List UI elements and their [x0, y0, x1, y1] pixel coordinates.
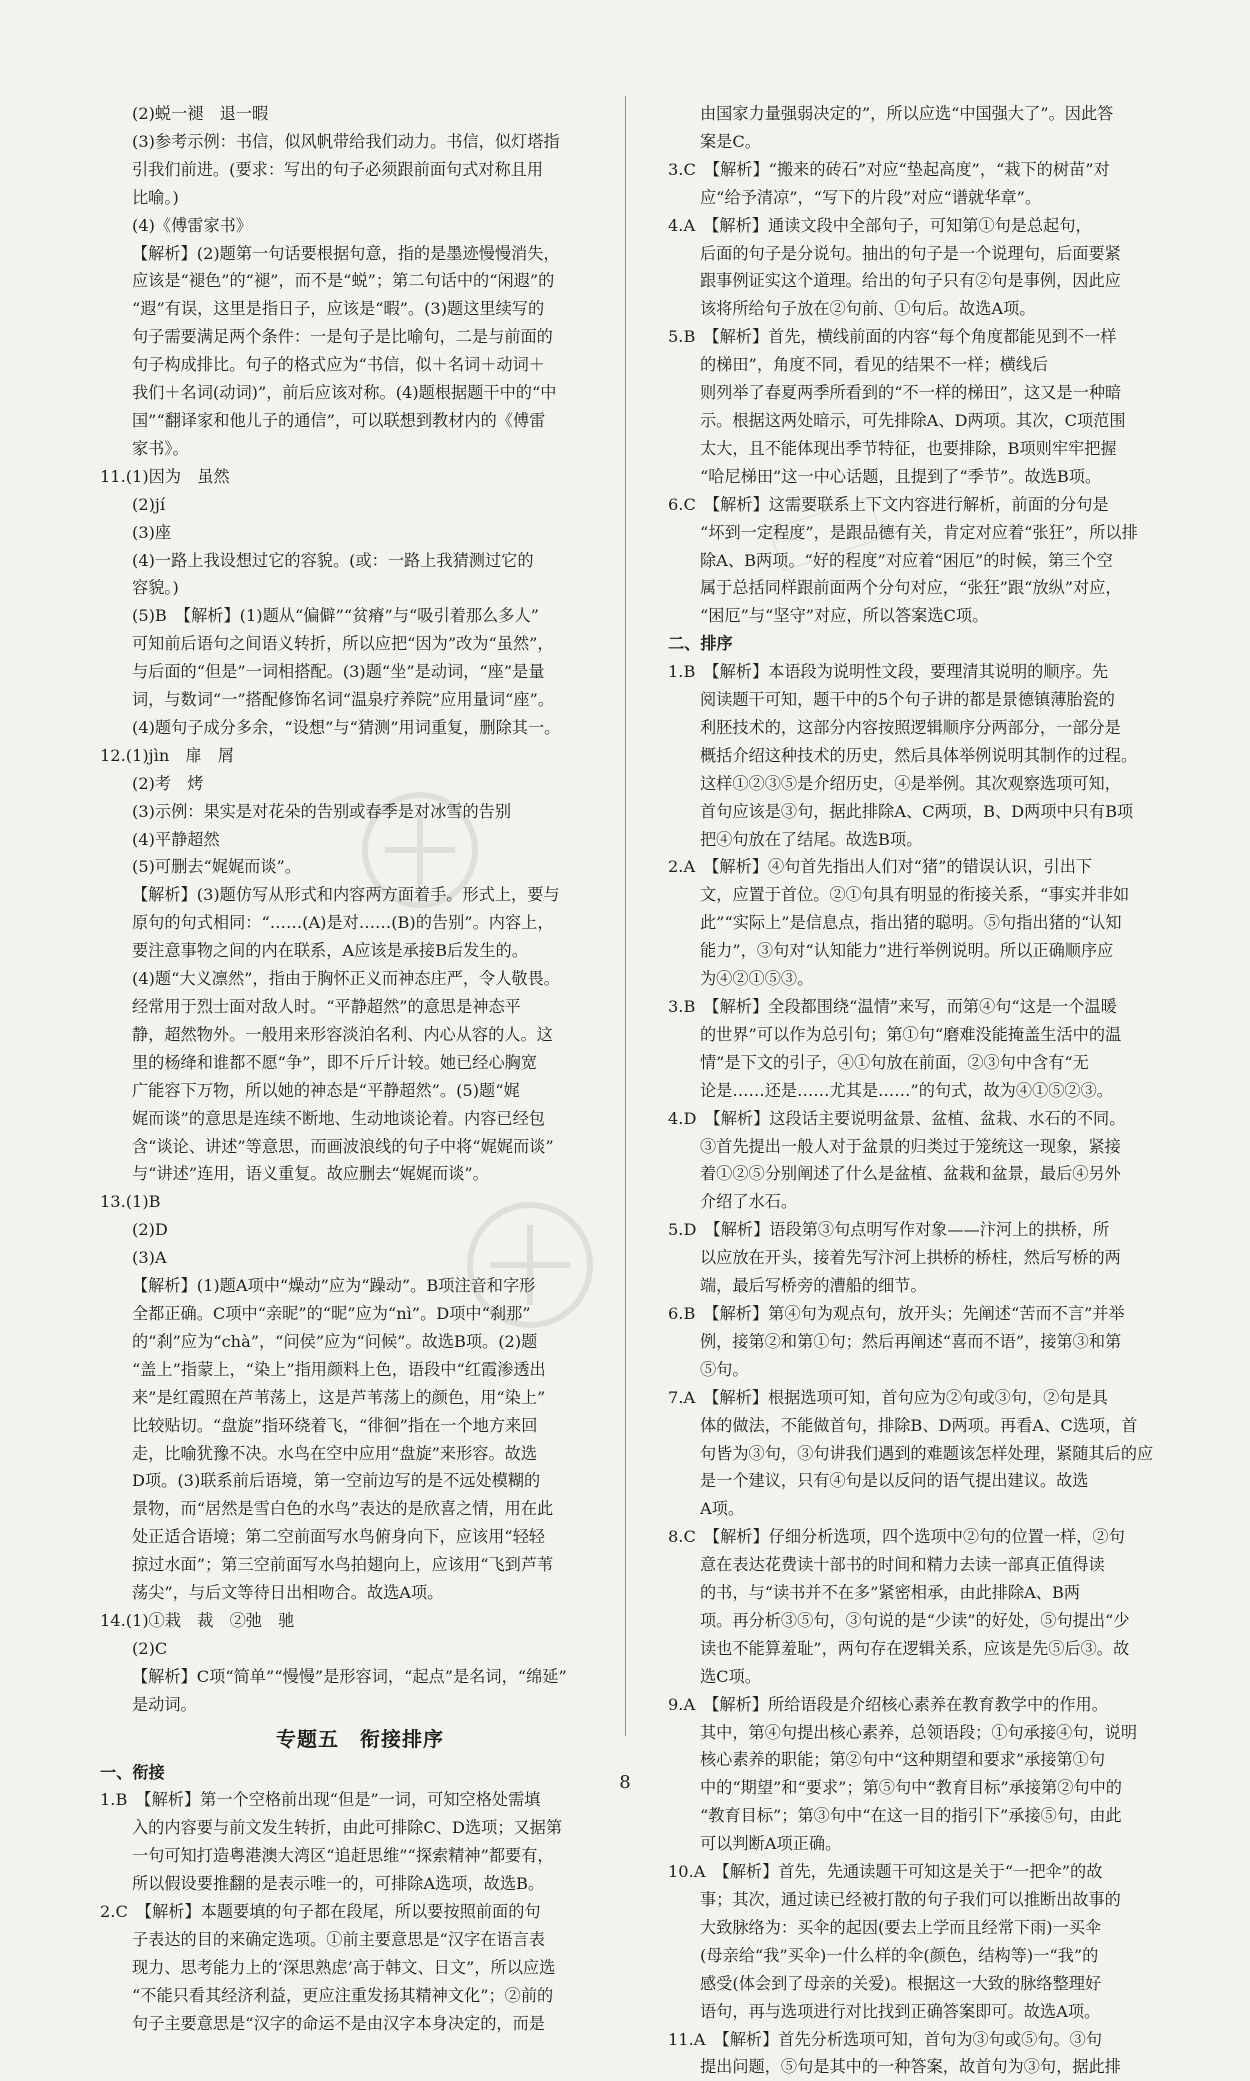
text-line: 容貌。) — [132, 578, 179, 598]
text-line: 掠过水面”；第三空前面写水鸟拍翅向上，应该用“飞到芦苇 — [132, 1555, 554, 1575]
text-line: 家书》。 — [132, 438, 189, 458]
text-line: 12.(1)jìn 扉 屑 — [100, 745, 235, 765]
text-line: 首句应该是③句，据此排除A、C两项，B、D两项中只有B项 — [700, 801, 1134, 821]
text-line: (4)题“大义凛然”，指由于胸怀正义而神态庄严，令人敬畏。 — [132, 969, 560, 989]
text-line: (4)题句子成分多余，“设想”与“猜测”用词重复，删除其一。 — [132, 717, 561, 737]
text-line: 的书，与“读书并不在多”紧密相承，由此排除A、B两 — [700, 1583, 1081, 1603]
text-line: 5.D 【解析】语段第③句点明写作对象——汴河上的拱桥，所 — [668, 1220, 1110, 1240]
text-line: (5)可删去“娓娓而谈”。 — [132, 857, 301, 877]
text-line: A项。 — [700, 1499, 745, 1519]
text-line: D项。(3)联系前后语境，第一空前边写的是不远处模糊的 — [132, 1471, 541, 1491]
text-line: 跟事例证实这个道理。给出的句子只有②句是事例，因此应 — [700, 271, 1121, 291]
text-line: 为④②①⑤③。 — [700, 969, 814, 989]
text-line: 项。再分析③⑤句，③句说的是“少读”的好处，⑤句提出“少 — [700, 1610, 1130, 1630]
text-line: 8.C 【解析】仔细分析选项，四个选项中②句的位置一样，②句 — [668, 1527, 1125, 1547]
text-line: 意在表达花费读十部书的时间和精力去读一部真正值得读 — [700, 1555, 1105, 1575]
text-line: 阅读题干可知，题干中的5个句子讲的都是景德镇薄胎瓷的 — [700, 690, 1115, 710]
text-line: “遐”有误，这里是指日子，应该是“暇”。(3)题这里续写的 — [132, 299, 545, 319]
text-line: 11.A 【解析】首先分析选项可知，首句为③句或⑤句。③句 — [668, 2029, 1103, 2049]
text-line: 这样①②③⑤是介绍历史，④是举例。其次观察选项可知， — [700, 773, 1121, 793]
text-line: 入的内容要与前文发生转折，由此可排除C、D选项；又据第 — [132, 1818, 563, 1838]
text-line: 1.B 【解析】第一个空格前出现“但是”一词，可知空格处需填 — [100, 1790, 541, 1810]
text-line: “盖上”指蒙上，“染上”指用颜料上色，语段中“红霞渗透出 — [132, 1359, 546, 1379]
text-line: 文，应置于首位。②①句具有明显的衔接关系，“事实并非如 — [700, 885, 1130, 905]
text-line: 3.C 【解析】“搬来的砖石”对应“垫起高度”，“栽下的树苗”对 — [668, 159, 1110, 179]
text-line: 除A、B两项。“好的程度”对应着“困厄”的时候，第三个空 — [700, 550, 1113, 570]
text-line: 感受(体会到了母亲的关爱)。根据这一大致的脉络整理好 — [700, 1973, 1102, 1993]
text-line: 属于总括同样跟前面两个分句对应，“张狂”跟“放纵”对应， — [700, 578, 1122, 598]
text-line: “教育目标”；第③句中“在这一目的指引下”承接⑤句，由此 — [700, 1806, 1122, 1826]
text-line: 走，比喻犹豫不决。水鸟在空中应用“盘旋”来形容。故选 — [132, 1443, 538, 1463]
column-divider — [625, 96, 626, 1736]
text-line: 概括介绍这种技术的历史，然后具体举例说明其制作的过程。 — [700, 745, 1138, 765]
text-line: (3)座 — [132, 522, 172, 542]
text-line: 与后面的“但是”一词相搭配。(3)题“坐”是动词，“座”是量 — [132, 662, 545, 682]
text-line: 2.C 【解析】本题要填的句子都在段尾，所以要按照前面的句 — [100, 1902, 541, 1922]
text-line: 6.B 【解析】第④句为观点句，放开头；先阐述“苦而不言”并举 — [668, 1303, 1125, 1323]
text-line: 9.A 【解析】所给语段是介绍核心素养在教育教学中的作用。 — [668, 1694, 1108, 1714]
text-line: (2)jí — [132, 494, 166, 514]
text-line: (母亲给“我”买伞)一什么样的伞(颜色，结构等)一“我”的 — [700, 1945, 1099, 1965]
text-line: 广能容下万物，所以她的神态是“平静超然”。(5)题“娓 — [132, 1080, 520, 1100]
text-line: 经常用于烈士面对敌人时。“平静超然”的意思是神态平 — [132, 997, 521, 1016]
text-line: 后面的句子是分说句。抽出的句子是一个说理句，后面要紧 — [700, 243, 1121, 263]
text-line: 比喻。) — [132, 187, 179, 207]
text-line: 1.B 【解析】本语段为说明性文段，要理清其说明的顺序。先 — [668, 662, 1109, 682]
text-line: 3.B 【解析】全段都围绕“温情”来写，而第④句“这是一个温暖 — [668, 997, 1117, 1016]
text-line: 5.B 【解析】首先，横线前面的内容“每个角度都能见到不一样 — [668, 327, 1117, 347]
text-line: 句子构成排比。句子的格式应为“书信，似＋名词＋动词＋ — [132, 355, 545, 375]
text-line: 太大，且不能体现出季节特征，也要排除，B项则牢牢把握 — [700, 438, 1117, 458]
text-line: 国”“翻译家和他儿子的通信”，可以联想到教材内的《傅雷 — [132, 410, 546, 430]
text-line: (4)一路上我设想过它的容貌。(或：一路上我猜测过它的 — [132, 550, 534, 570]
text-line: 句子主要意思是“汉字的命运不是由汉字本身决定的，而是 — [132, 2013, 545, 2033]
text-line: 里的杨绛和谁都不愿“争”，即不斤斤计较。她已经心胸宽 — [132, 1052, 538, 1072]
text-line: 全都正确。C项中“亲昵”的“昵”应为“nì”。D项中“刹那” — [132, 1303, 531, 1323]
text-line: 中的“期望”和“要求”；第⑤句中“教育目标”承接第②句中的 — [700, 1778, 1122, 1798]
text-line: 6.C 【解析】这需要联系上下文内容进行解析，前面的分句是 — [668, 494, 1109, 514]
text-line: 利胚技术的，这部分内容按照逻辑顺序分两部分，一部分是 — [700, 717, 1121, 737]
subsection-heading: 一、衔接 — [100, 1762, 165, 1782]
text-line: 含“谈论、讲述”等意思，而画波浪线的句子中将“娓娓而谈” — [132, 1136, 554, 1156]
text-line: 10.A 【解析】首先，先通读题干可知这是关于“一把伞”的故 — [668, 1862, 1103, 1882]
text-line: 所以假设要推翻的是表示唯一的，可排除A选项，故选B。 — [132, 1874, 545, 1894]
text-line: 娓而谈”的意思是连续不断地、生动地谈论着。内容已经包 — [132, 1108, 545, 1128]
text-line: 论是……还是……尤其是……”的句式，故为④①⑤②③。 — [700, 1080, 1113, 1100]
text-line: (3)参考示例：书信，似风帆带给我们动力。书信，似灯塔指 — [132, 131, 560, 151]
text-line: (5)B 【解析】(1)题从“偏僻”“贫瘠”与“吸引着那么多人” — [132, 606, 539, 626]
text-line: 可以判断A项正确。 — [700, 1834, 842, 1854]
text-line: (3)示例：果实是对花朵的告别或春季是对冰雪的告别 — [132, 801, 512, 821]
text-line: 体的做法，不能做首句，排除B、D两项。再看A、C选项，首 — [700, 1415, 1138, 1435]
text-line: 我们＋名词(动词)”，前后应该对称。(4)题根据题干中的“中 — [132, 383, 557, 403]
text-line: 着①②⑤分别阐述了什么是盆植、盆栽和盆景，最后④另外 — [700, 1164, 1121, 1184]
text-line: 则列举了春夏两季所看到的“不一样的梯田”，这又是一种暗 — [700, 383, 1122, 403]
text-line: (4)《傅雷家书》 — [132, 215, 253, 235]
text-line: 介绍了水石。 — [700, 1192, 798, 1212]
text-line: 【解析】C项“简单”“慢慢”是形容词，“起点”是名词，“绵延” — [132, 1666, 567, 1686]
text-line: (2)考 烤 — [132, 773, 204, 793]
text-line: “哈尼梯田”这一中心话题，且提到了“季节”。故选B项。 — [700, 466, 1102, 486]
text-line: 14.(1)①栽 裁 ②弛 驰 — [100, 1610, 295, 1630]
text-line: 端，最后写桥旁的漕船的细节。 — [700, 1276, 927, 1296]
text-line: “困厄”与“坚守”对应，所以答案选C项。 — [700, 606, 989, 626]
section-title: 专题五 衔接排序 — [276, 1726, 444, 1751]
text-line: 提出问题，⑤句是其中的一种答案，故首句为③句，据此排 — [700, 2057, 1121, 2077]
text-line: 来”是红霞照在芦苇荡上，这是芦苇荡上的颜色，用“染上” — [132, 1387, 546, 1407]
text-line: 4.D 【解析】这段话主要说明盆景、盆植、盆栽、水石的不同。 — [668, 1108, 1126, 1128]
text-line: 句子需要满足两个条件：一是句子是比喻句，二是与前面的 — [132, 327, 553, 347]
text-line: 处正适合语境；第二空前面写水鸟俯身向下，应该用“轻轻 — [132, 1527, 545, 1547]
text-line: 13.(1)B — [100, 1192, 161, 1212]
left-column — [100, 100, 620, 2038]
text-line: 把④句放在了结尾。故选B项。 — [700, 829, 923, 849]
text-line: (2)D — [132, 1220, 168, 1240]
text-line: 该将所给句子放在②句前、①句后。故选A项。 — [700, 299, 1036, 319]
text-line: 选C项。 — [700, 1666, 761, 1686]
text-line: 语句，再与选项进行对比找到正确答案即可。故选A项。 — [700, 2001, 1101, 2021]
text-line: 【解析】(2)题第一句话要根据句意，指的是墨迹慢慢消失， — [132, 243, 560, 263]
text-line: 情”是下文的引子，④①句放在前面，②③句中含有“无 — [700, 1052, 1089, 1072]
text-line: 的“刹”应为“chà”，“问侯”应为“问候”。故选B项。(2)题 — [132, 1331, 538, 1351]
text-line: 由国家力量强弱决定的”，所以应选“中国强大了”。因此答 — [700, 104, 1114, 123]
text-line: 以应放在开头，接着先写汴河上拱桥的桥柱，然后写桥的两 — [700, 1248, 1121, 1268]
text-line: 景物，而“居然是雪白色的水鸟”表达的是欣喜之情，用在此 — [132, 1499, 554, 1519]
text-line: 例，接第②和第①句；然后再阐述“喜而不语”，接第③和第 — [700, 1331, 1122, 1351]
text-line: 原句的句式相同：“……(A)是对……(B)的告别”。内容上， — [132, 913, 554, 933]
text-line: (3)A — [132, 1248, 167, 1268]
text-line: 应“给予清凉”，“写下的片段”对应“谱就华章”。 — [700, 187, 1042, 207]
text-line: 【解析】(3)题仿写从形式和内容两方面着手。形式上，要与 — [132, 885, 560, 905]
text-line: 4.A 【解析】通读文段中全部句子，可知第①句是总起句， — [668, 215, 1092, 235]
text-line: 句皆为③句，③句讲我们遇到的难题该怎样处理，紧随其后的应 — [700, 1443, 1154, 1463]
subsection-heading: 二、排序 — [668, 634, 733, 654]
text-line: 荡尖”，与后文等待日出相吻合。故选A项。 — [132, 1583, 444, 1603]
text-line: 一句可知打造粤港澳大湾区“追赶思维”“探索精神”都要有， — [132, 1846, 554, 1866]
text-line: 应该是“褪色”的“褪”，而不是“蜕”；第二句话中的“闲遐”的 — [132, 271, 555, 291]
text-line: 子表达的目的来确定选项。①前主要意思是“汉字在语言表 — [132, 1930, 545, 1949]
text-line: 11.(1)因为 虽然 — [100, 466, 230, 486]
text-line: 可知前后语句之间语义转折，所以应把“因为”改为“虽然”， — [132, 634, 554, 654]
text-line: 此”“实际上”是信息点，指出猪的聪明。⑤句指出猪的“认知 — [700, 913, 1122, 933]
text-line: 的梯田”，角度不同，看见的结果不一样；横线后 — [700, 355, 1049, 375]
text-line: 比较贴切。“盘旋”指环绕着飞，“徘徊”指在一个地方来回 — [132, 1415, 538, 1435]
text-line: (2)蜕一褪 退一暇 — [132, 104, 269, 123]
text-line: 示。根据这两处暗示，可先排除A、D两项。其次，C项范围 — [700, 410, 1126, 430]
text-line: 的世界”可以作为总引句；第①句“磨难没能掩盖生活中的温 — [700, 1024, 1122, 1044]
text-line: 大致脉络为：买伞的起因(要去上学而且经常下雨)一买伞 — [700, 1917, 1102, 1937]
text-line: (2)C — [132, 1638, 168, 1658]
text-line: 事；其次，通过读已经被打散的句子我们可以推断出故事的 — [700, 1890, 1121, 1909]
text-line: 2.A 【解析】④句首先指出人们对“猪”的错误认识，引出下 — [668, 857, 1093, 877]
text-line: 词，与数词“一”搭配修饰名词“温泉疗养院”应用量词“座”。 — [132, 690, 554, 710]
text-line: ③首先提出一般人对于盆景的归类过于笼统这一现象，紧接 — [700, 1136, 1121, 1156]
text-line: 能力”，③句对“认知能力”进行举例说明。所以正确顺序应 — [700, 941, 1114, 961]
text-line: 现力、思考能力上的‘深思熟虑’高于韩文、日文”，所以应选 — [132, 1957, 556, 1977]
text-line: 与“讲述”连用，语义重复。故应删去“娓娓而谈”。 — [132, 1164, 489, 1184]
text-line: 【解析】(1)题A项中“燥动”应为“躁动”。B项注音和字形 — [132, 1276, 536, 1296]
text-line: 案是C。 — [700, 131, 761, 151]
text-line: 静，超然物外。一般用来形容淡泊名利、内心从容的人。这 — [132, 1024, 553, 1044]
text-line: 读也不能算羞耻”，两句存在逻辑关系，应该是先⑤后③。故 — [700, 1638, 1130, 1658]
text-line: ⑤句。 — [700, 1359, 749, 1379]
text-line: “不能只看其经济利益，更应注重发扬其精神文化”；②前的 — [132, 1985, 554, 2005]
page-number: 8 — [619, 1772, 631, 1793]
text-line: 是一个建议，只有④句是以反问的语气提出建议。故选 — [700, 1471, 1089, 1491]
text-line: 其中，第④句提出核心素养，总领语段；①句承接④句，说明 — [700, 1722, 1138, 1742]
text-line: 引我们前进。(要求：写出的句子必须跟前面句式对称且用 — [132, 159, 544, 179]
text-line: (4)平静超然 — [132, 829, 220, 849]
text-line: 7.A 【解析】根据选项可知，首句应为②句或③句，②句是具 — [668, 1387, 1108, 1407]
text-line: “坏到一定程度”，是跟品德有关，肯定对应着“张狂”，所以排 — [700, 522, 1138, 542]
text-line: 要注意事物之间的内在联系，A应该是承接B后发生的。 — [132, 941, 528, 961]
text-line: 是动词。 — [132, 1694, 197, 1714]
text-line: 核心素养的职能；第②句中“这种期望和要求”承接第①句 — [700, 1750, 1106, 1770]
